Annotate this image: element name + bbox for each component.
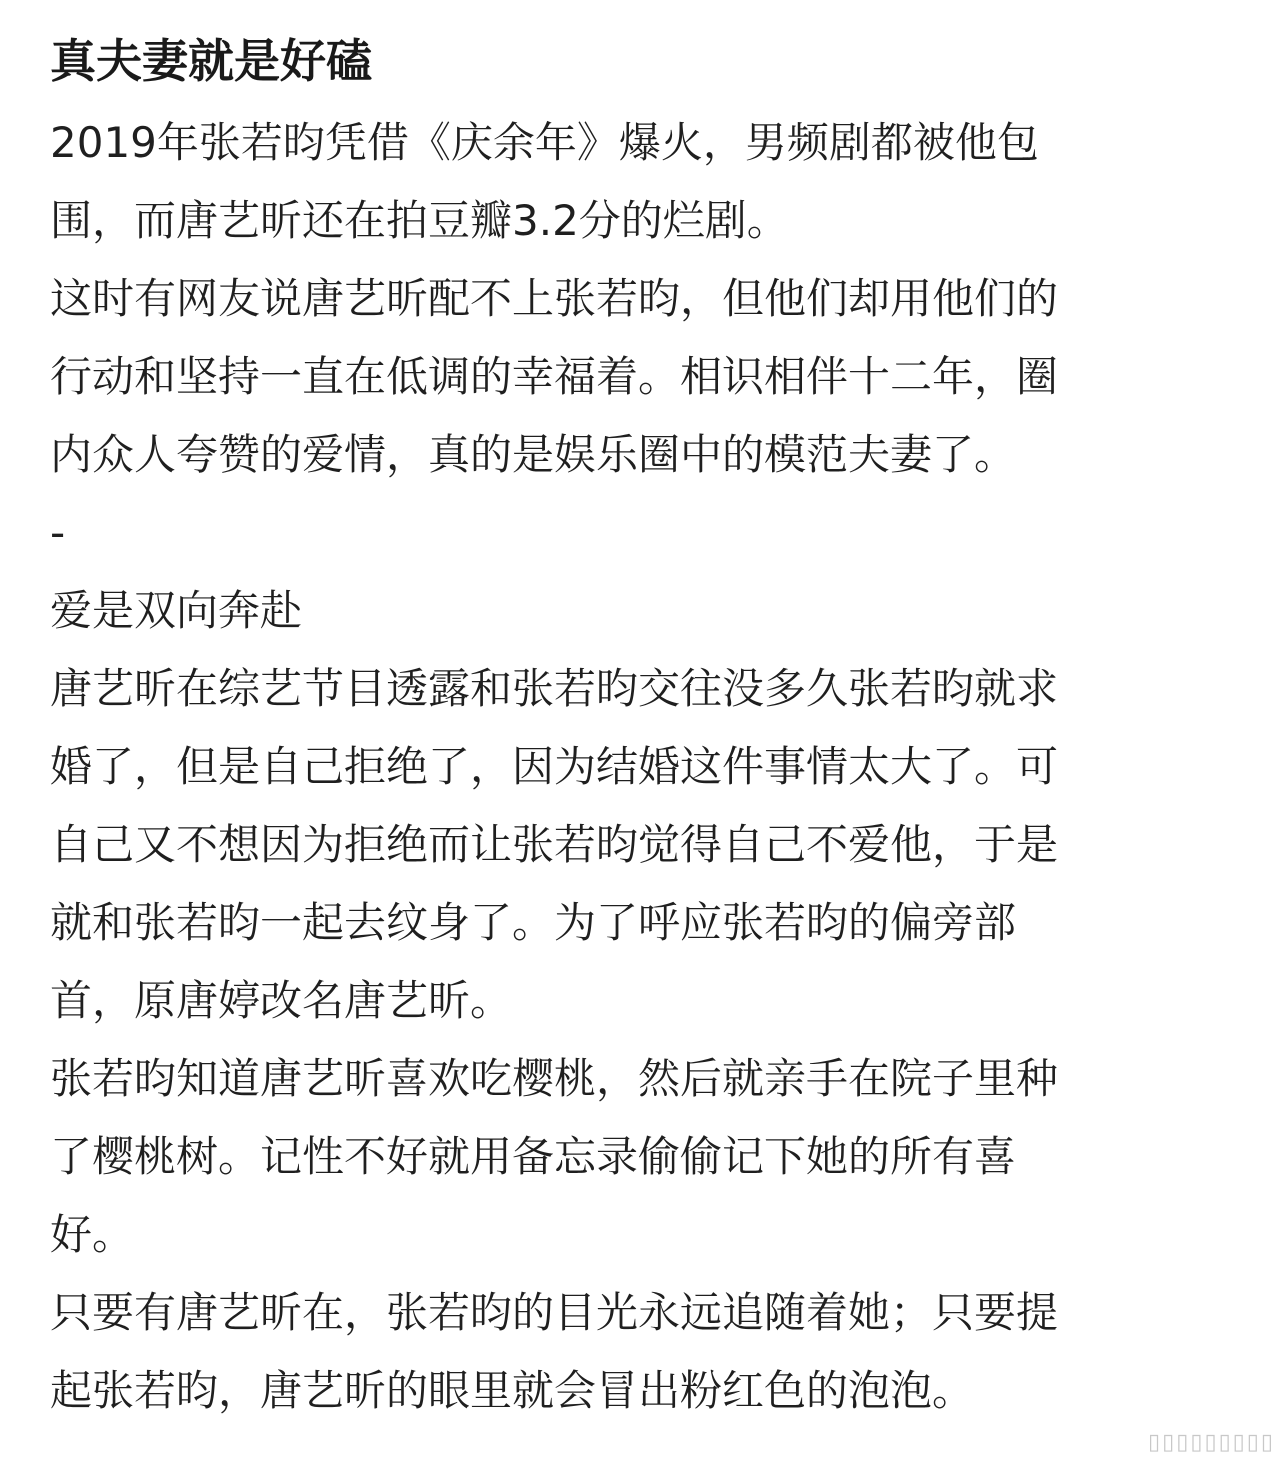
post-content (50, 18, 1240, 1430)
watermark: ▯▯▯▯▯▯▯▯▯ (1148, 1430, 1275, 1455)
body-line: 好。 (50, 1210, 135, 1259)
section-divider: - (50, 508, 66, 557)
post-body (50, 104, 1240, 1430)
body-line: 自己又不想因为拒绝而让张若昀觉得自己不爱他，于是 (50, 820, 1059, 869)
body-line: 2019年张若昀凭借《庆余年》爆火，男频剧都被他包 (50, 118, 1039, 167)
body-line: 了樱桃树。记性不好就用备忘录偷偷记下她的所有喜 (50, 1132, 1017, 1181)
body-line: 这时有网友说唐艺昕配不上张若昀，但他们却用他们的 (50, 274, 1059, 323)
body-line: 只要有唐艺昕在，张若昀的目光永远追随着她；只要提 (50, 1288, 1059, 1337)
body-line: 就和张若昀一起去纹身了。为了呼应张若昀的偏旁部 (50, 898, 1017, 947)
section-heading: 爱是双向奔赴 (50, 586, 303, 635)
post-title: 真夫妻就是好磕 (50, 34, 372, 88)
body-line: 首，原唐婷改名唐艺昕。 (50, 976, 513, 1025)
body-line: 围，而唐艺昕还在拍豆瓣3.2分的烂剧。 (50, 196, 789, 245)
body-line: 起张若昀，唐艺昕的眼里就会冒出粉红色的泡泡。 (50, 1366, 975, 1415)
body-line: 张若昀知道唐艺昕喜欢吃樱桃，然后就亲手在院子里种 (50, 1054, 1059, 1103)
body-line: 婚了，但是自己拒绝了，因为结婚这件事情太大了。可 (50, 742, 1059, 791)
body-line: 内众人夸赞的爱情，真的是娱乐圈中的模范夫妻了。 (50, 430, 1017, 479)
body-line: 行动和坚持一直在低调的幸福着。相识相伴十二年，圈 (50, 352, 1059, 401)
body-line: 唐艺昕在综艺节目透露和张若昀交往没多久张若昀就求 (50, 664, 1059, 713)
